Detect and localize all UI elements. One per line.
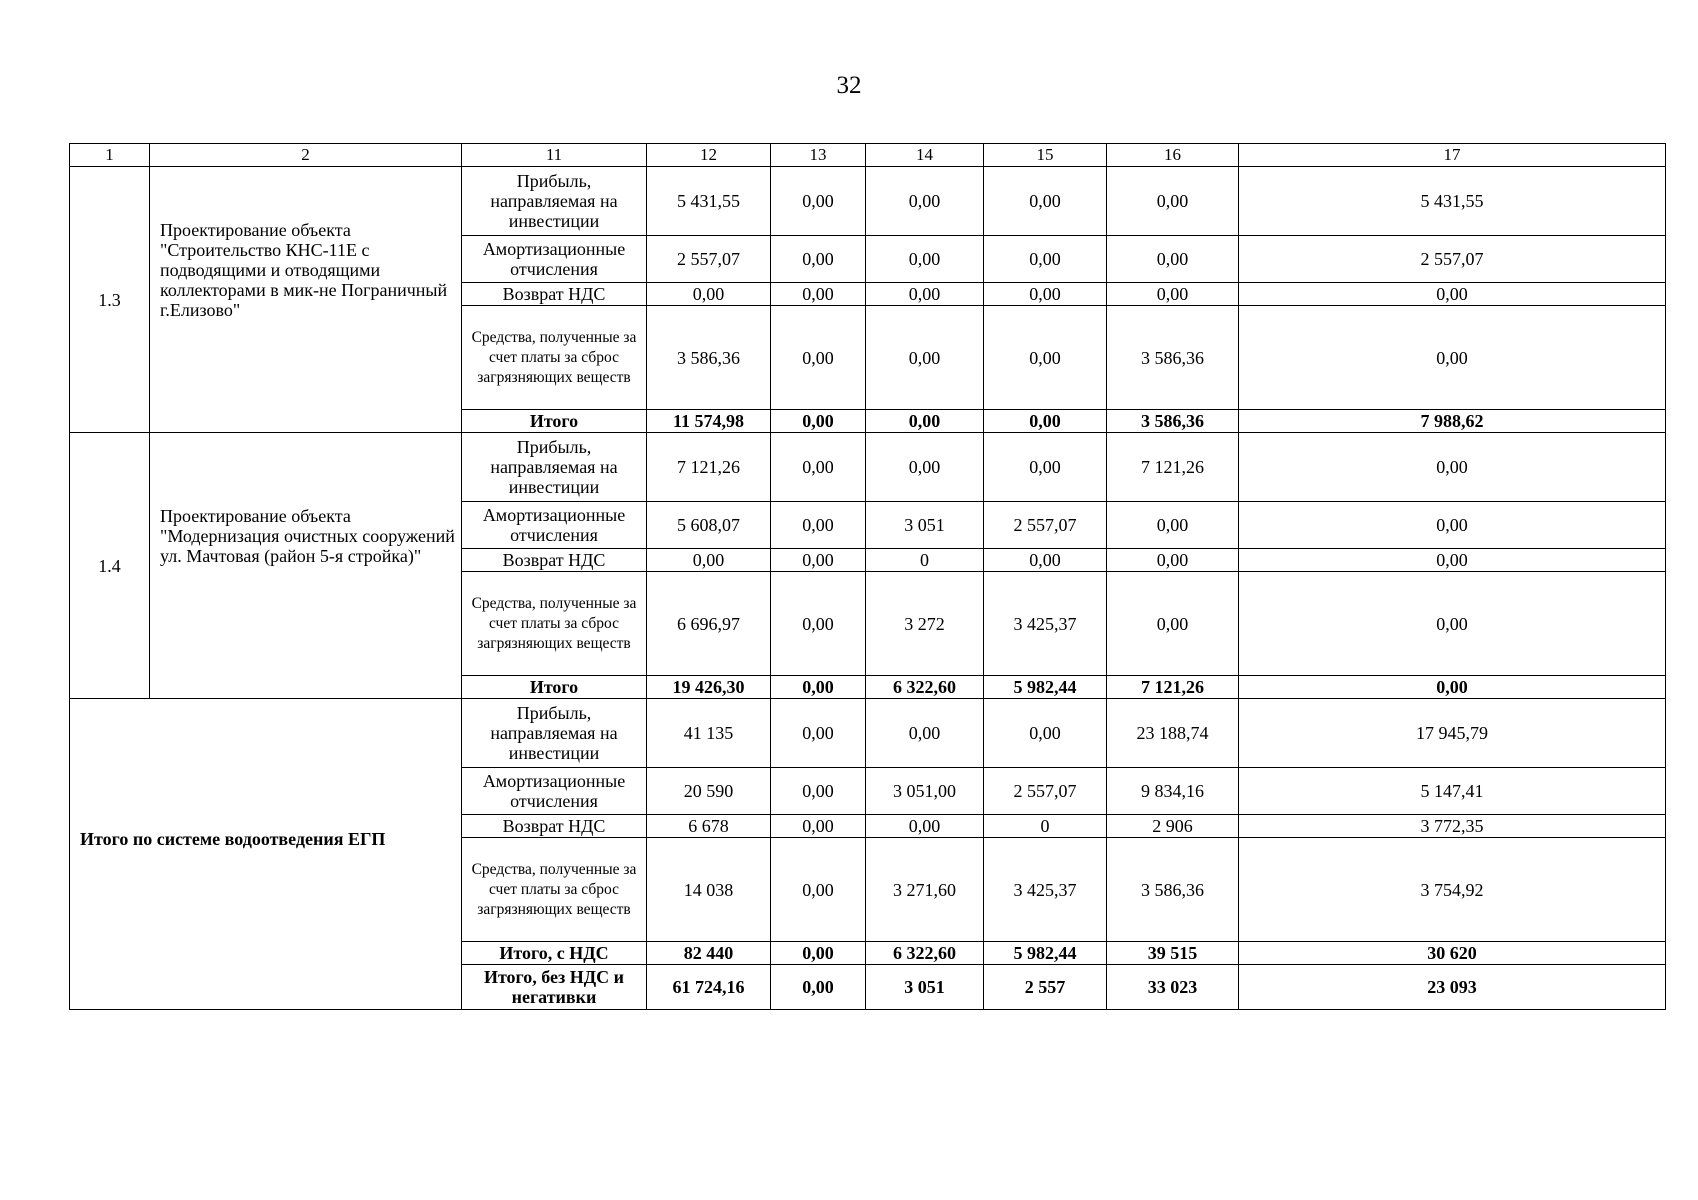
cell-value: 5 982,44	[984, 676, 1107, 699]
cell-value: 0,00	[1107, 549, 1239, 572]
cell-value: 61 724,16	[647, 965, 771, 1010]
cell-value: 0,00	[1107, 502, 1239, 549]
cell-value: 2 557,07	[647, 236, 771, 283]
cell-value: 82 440	[647, 942, 771, 965]
cell-value: 0,00	[771, 167, 866, 236]
funding-source: Прибыль, направляемая на инвестиции	[462, 167, 647, 236]
funding-source: Прибыль, направляемая на инвестиции	[462, 699, 647, 768]
cell-value: 5 608,07	[647, 502, 771, 549]
cell-value: 0,00	[771, 433, 866, 502]
cell-value: 0,00	[1239, 306, 1666, 410]
cell-value: 2 557	[984, 965, 1107, 1010]
column-header: 13	[771, 144, 866, 167]
cell-value: 0,00	[984, 410, 1107, 433]
cell-value: 30 620	[1239, 942, 1666, 965]
cell-value: 0,00	[771, 768, 866, 815]
cell-value: 0,00	[866, 167, 984, 236]
page-number: 32	[836, 72, 862, 99]
cell-value: 3 586,36	[1107, 838, 1239, 942]
cell-value: 3 425,37	[984, 572, 1107, 676]
cell-value: 0,00	[771, 838, 866, 942]
cell-value: 0,00	[866, 815, 984, 838]
cell-value: 3 051	[866, 502, 984, 549]
cell-value: 23 188,74	[1107, 699, 1239, 768]
table-row	[70, 433, 1666, 502]
cell-value: 17 945,79	[1239, 699, 1666, 768]
summary-label: Итого по системе водоотведения ЕГП	[70, 699, 462, 1010]
cell-value: 2 557,07	[1239, 236, 1666, 283]
cell-value: 0,00	[647, 283, 771, 306]
cell-value: 7 121,26	[647, 433, 771, 502]
funding-source: Итого	[462, 676, 647, 699]
cell-value: 0,00	[866, 433, 984, 502]
cell-value: 3 051	[866, 965, 984, 1010]
funding-source: Возврат НДС	[462, 815, 647, 838]
cell-value: 0,00	[771, 942, 866, 965]
cell-value: 0,00	[1239, 502, 1666, 549]
cell-value: 0,00	[866, 236, 984, 283]
funding-source: Средства, полученные за счет платы за сброс загрязняющих веществ	[462, 306, 647, 410]
cell-value: 0	[984, 815, 1107, 838]
cell-value: 5 982,44	[984, 942, 1107, 965]
cell-value: 2 906	[1107, 815, 1239, 838]
object-name: Проектирование объекта "Строительство КНС-11Е с подводящими и отводящими коллекторами в мик-не Пограничный г.Елизово"	[150, 167, 462, 433]
cell-value: 0,00	[771, 236, 866, 283]
column-header: 11	[462, 144, 647, 167]
cell-value: 7 988,62	[1239, 410, 1666, 433]
cell-value: 0,00	[771, 283, 866, 306]
column-header: 17	[1239, 144, 1666, 167]
cell-value: 0,00	[771, 676, 866, 699]
cell-value: 7 121,26	[1107, 433, 1239, 502]
column-header: 14	[866, 144, 984, 167]
cell-value: 2 557,07	[984, 768, 1107, 815]
cell-value: 9 834,16	[1107, 768, 1239, 815]
cell-value: 5 147,41	[1239, 768, 1666, 815]
cell-value: 3 586,36	[647, 306, 771, 410]
column-header: 12	[647, 144, 771, 167]
funding-source: Прибыль, направляемая на инвестиции	[462, 433, 647, 502]
cell-value: 0,00	[1107, 236, 1239, 283]
cell-value: 6 696,97	[647, 572, 771, 676]
funding-source: Амортизационные отчисления	[462, 502, 647, 549]
cell-value: 0,00	[771, 965, 866, 1010]
cell-value: 0,00	[984, 283, 1107, 306]
cell-value: 3 425,37	[984, 838, 1107, 942]
cell-value: 0,00	[771, 815, 866, 838]
cell-value: 0,00	[647, 549, 771, 572]
column-header: 15	[984, 144, 1107, 167]
cell-value: 0,00	[984, 236, 1107, 283]
cell-value: 41 135	[647, 699, 771, 768]
funding-source: Амортизационные отчисления	[462, 768, 647, 815]
cell-value: 6 322,60	[866, 942, 984, 965]
cell-value: 0	[866, 549, 984, 572]
cell-value: 0,00	[984, 549, 1107, 572]
investment-table	[69, 143, 1666, 1010]
cell-value: 0,00	[1239, 549, 1666, 572]
cell-value: 0,00	[984, 306, 1107, 410]
funding-source: Итого, без НДС и негативки	[462, 965, 647, 1010]
cell-value: 0,00	[1239, 676, 1666, 699]
cell-value: 0,00	[984, 167, 1107, 236]
cell-value: 3 772,35	[1239, 815, 1666, 838]
cell-value: 5 431,55	[647, 167, 771, 236]
funding-source: Возврат НДС	[462, 549, 647, 572]
cell-value: 7 121,26	[1107, 676, 1239, 699]
cell-value: 0,00	[771, 306, 866, 410]
funding-source: Возврат НДС	[462, 283, 647, 306]
cell-value: 5 431,55	[1239, 167, 1666, 236]
cell-value: 0,00	[866, 410, 984, 433]
cell-value: 0,00	[1107, 572, 1239, 676]
column-number-row	[70, 144, 1666, 167]
cell-value: 0,00	[1107, 167, 1239, 236]
column-header: 1	[70, 144, 150, 167]
cell-value: 0,00	[771, 410, 866, 433]
object-name: Проектирование объекта "Модернизация очистных сооружений ул. Мачтовая (район 5-я стройка)"	[150, 433, 462, 699]
cell-value: 0,00	[984, 433, 1107, 502]
cell-value: 11 574,98	[647, 410, 771, 433]
cell-value: 0,00	[771, 699, 866, 768]
cell-value: 3 754,92	[1239, 838, 1666, 942]
funding-source: Средства, полученные за счет платы за сброс загрязняющих веществ	[462, 572, 647, 676]
cell-value: 20 590	[647, 768, 771, 815]
funding-source: Средства, полученные за счет платы за сброс загрязняющих веществ	[462, 838, 647, 942]
item-number: 1.3	[70, 167, 150, 433]
cell-value: 0,00	[1239, 433, 1666, 502]
funding-source: Итого	[462, 410, 647, 433]
cell-value: 6 322,60	[866, 676, 984, 699]
cell-value: 0,00	[771, 572, 866, 676]
cell-value: 33 023	[1107, 965, 1239, 1010]
funding-source: Итого, с НДС	[462, 942, 647, 965]
cell-value: 23 093	[1239, 965, 1666, 1010]
cell-value: 39 515	[1107, 942, 1239, 965]
cell-value: 0,00	[1239, 572, 1666, 676]
cell-value: 0,00	[984, 699, 1107, 768]
cell-value: 0,00	[771, 549, 866, 572]
cell-value: 0,00	[866, 699, 984, 768]
column-header: 16	[1107, 144, 1239, 167]
cell-value: 3 271,60	[866, 838, 984, 942]
cell-value: 3 051,00	[866, 768, 984, 815]
cell-value: 6 678	[647, 815, 771, 838]
funding-source: Амортизационные отчисления	[462, 236, 647, 283]
cell-value: 0,00	[866, 306, 984, 410]
column-header: 2	[150, 144, 462, 167]
cell-value: 3 272	[866, 572, 984, 676]
cell-value: 3 586,36	[1107, 410, 1239, 433]
item-number: 1.4	[70, 433, 150, 699]
cell-value: 0,00	[1239, 283, 1666, 306]
cell-value: 0,00	[771, 502, 866, 549]
cell-value: 2 557,07	[984, 502, 1107, 549]
table-row	[70, 699, 1666, 768]
cell-value: 0,00	[1107, 283, 1239, 306]
cell-value: 14 038	[647, 838, 771, 942]
table-row	[70, 167, 1666, 236]
cell-value: 19 426,30	[647, 676, 771, 699]
cell-value: 0,00	[866, 283, 984, 306]
cell-value: 3 586,36	[1107, 306, 1239, 410]
